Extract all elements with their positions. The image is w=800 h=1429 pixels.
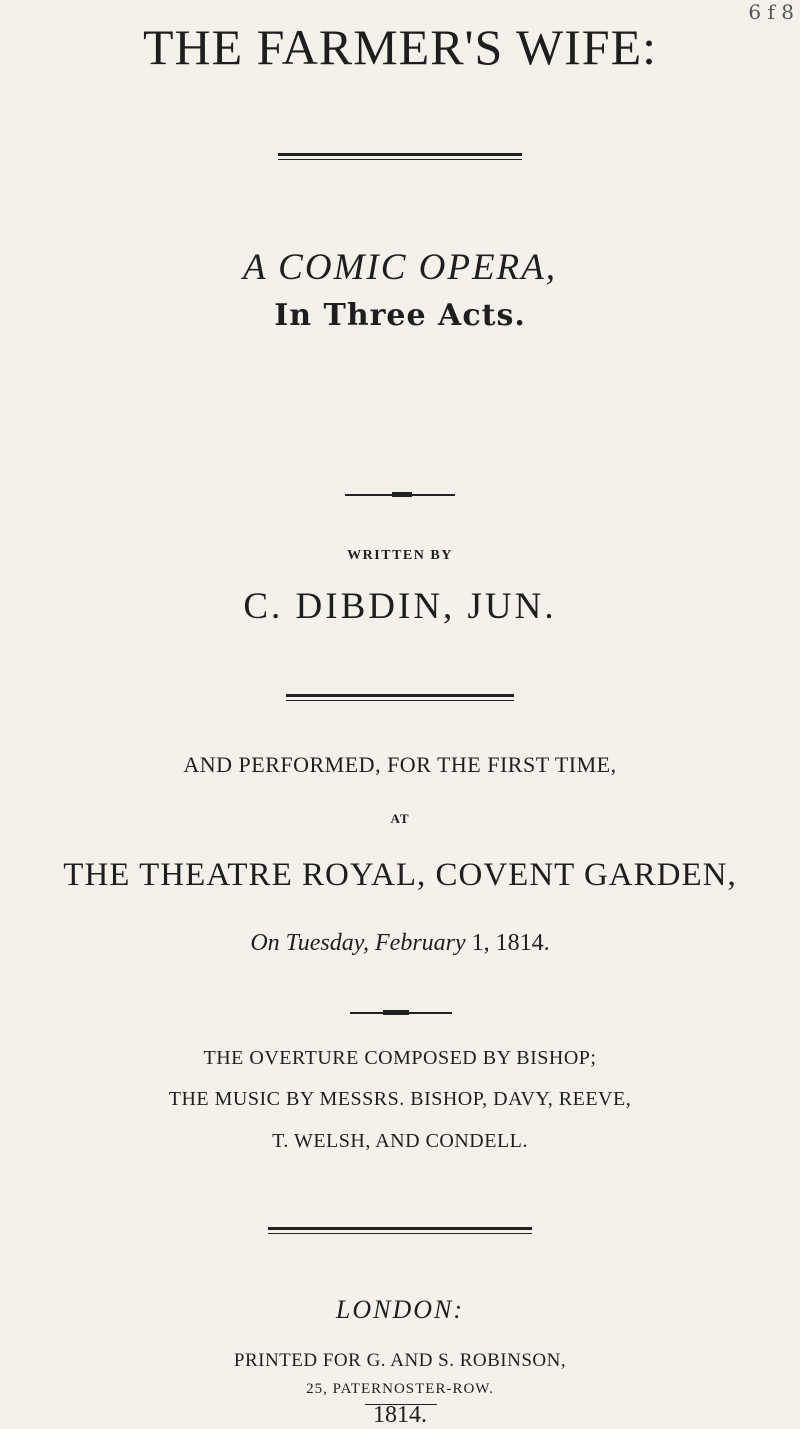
title-rule xyxy=(278,153,522,156)
date-rule-center xyxy=(383,1010,409,1015)
imprint-rule-thin xyxy=(268,1233,532,1234)
play-title: THE FARMER'S WIFE: xyxy=(142,19,658,75)
author-rule xyxy=(286,694,514,697)
ornamental-rule-center xyxy=(392,492,412,497)
written-by-label: WRITTEN BY xyxy=(347,548,453,563)
imprint-city: LONDON: xyxy=(335,1295,465,1324)
performance-line: AND PERFORMED, FOR THE FIRST TIME, xyxy=(183,752,617,777)
subtitle: A COMIC OPERA, xyxy=(242,247,558,288)
title-rule-thin xyxy=(278,159,522,160)
acts-line: In Three Acts. xyxy=(274,298,526,333)
theatre-name: THE THEATRE ROYAL, COVENT GARDEN, xyxy=(63,857,737,893)
shelfmark: 6 f 8 xyxy=(748,0,794,24)
at-label: AT xyxy=(390,811,410,826)
date-day-month: Tuesday, February xyxy=(285,930,466,956)
imprint-printer: PRINTED FOR G. AND S. ROBINSON, xyxy=(233,1350,567,1371)
date-prefix: On xyxy=(250,930,280,956)
imprint-address: 25, PATERNOSTER-ROW. xyxy=(306,1381,494,1397)
overture-credit: THE OVERTURE COMPOSED BY BISHOP; xyxy=(203,1047,597,1069)
imprint-rule xyxy=(268,1227,532,1230)
musicians-credit: T. WELSH, AND CONDELL. xyxy=(272,1130,528,1152)
performance-date xyxy=(0,930,800,957)
author-rule-thin xyxy=(286,700,514,701)
music-credit: THE MUSIC BY MESSRS. BISHOP, DAVY, REEVE, xyxy=(168,1088,632,1110)
date-rest: 1, 1814. xyxy=(471,930,550,956)
imprint-year: 1814. xyxy=(373,1402,427,1428)
author: C. DIBDIN, JUN. xyxy=(243,586,557,627)
